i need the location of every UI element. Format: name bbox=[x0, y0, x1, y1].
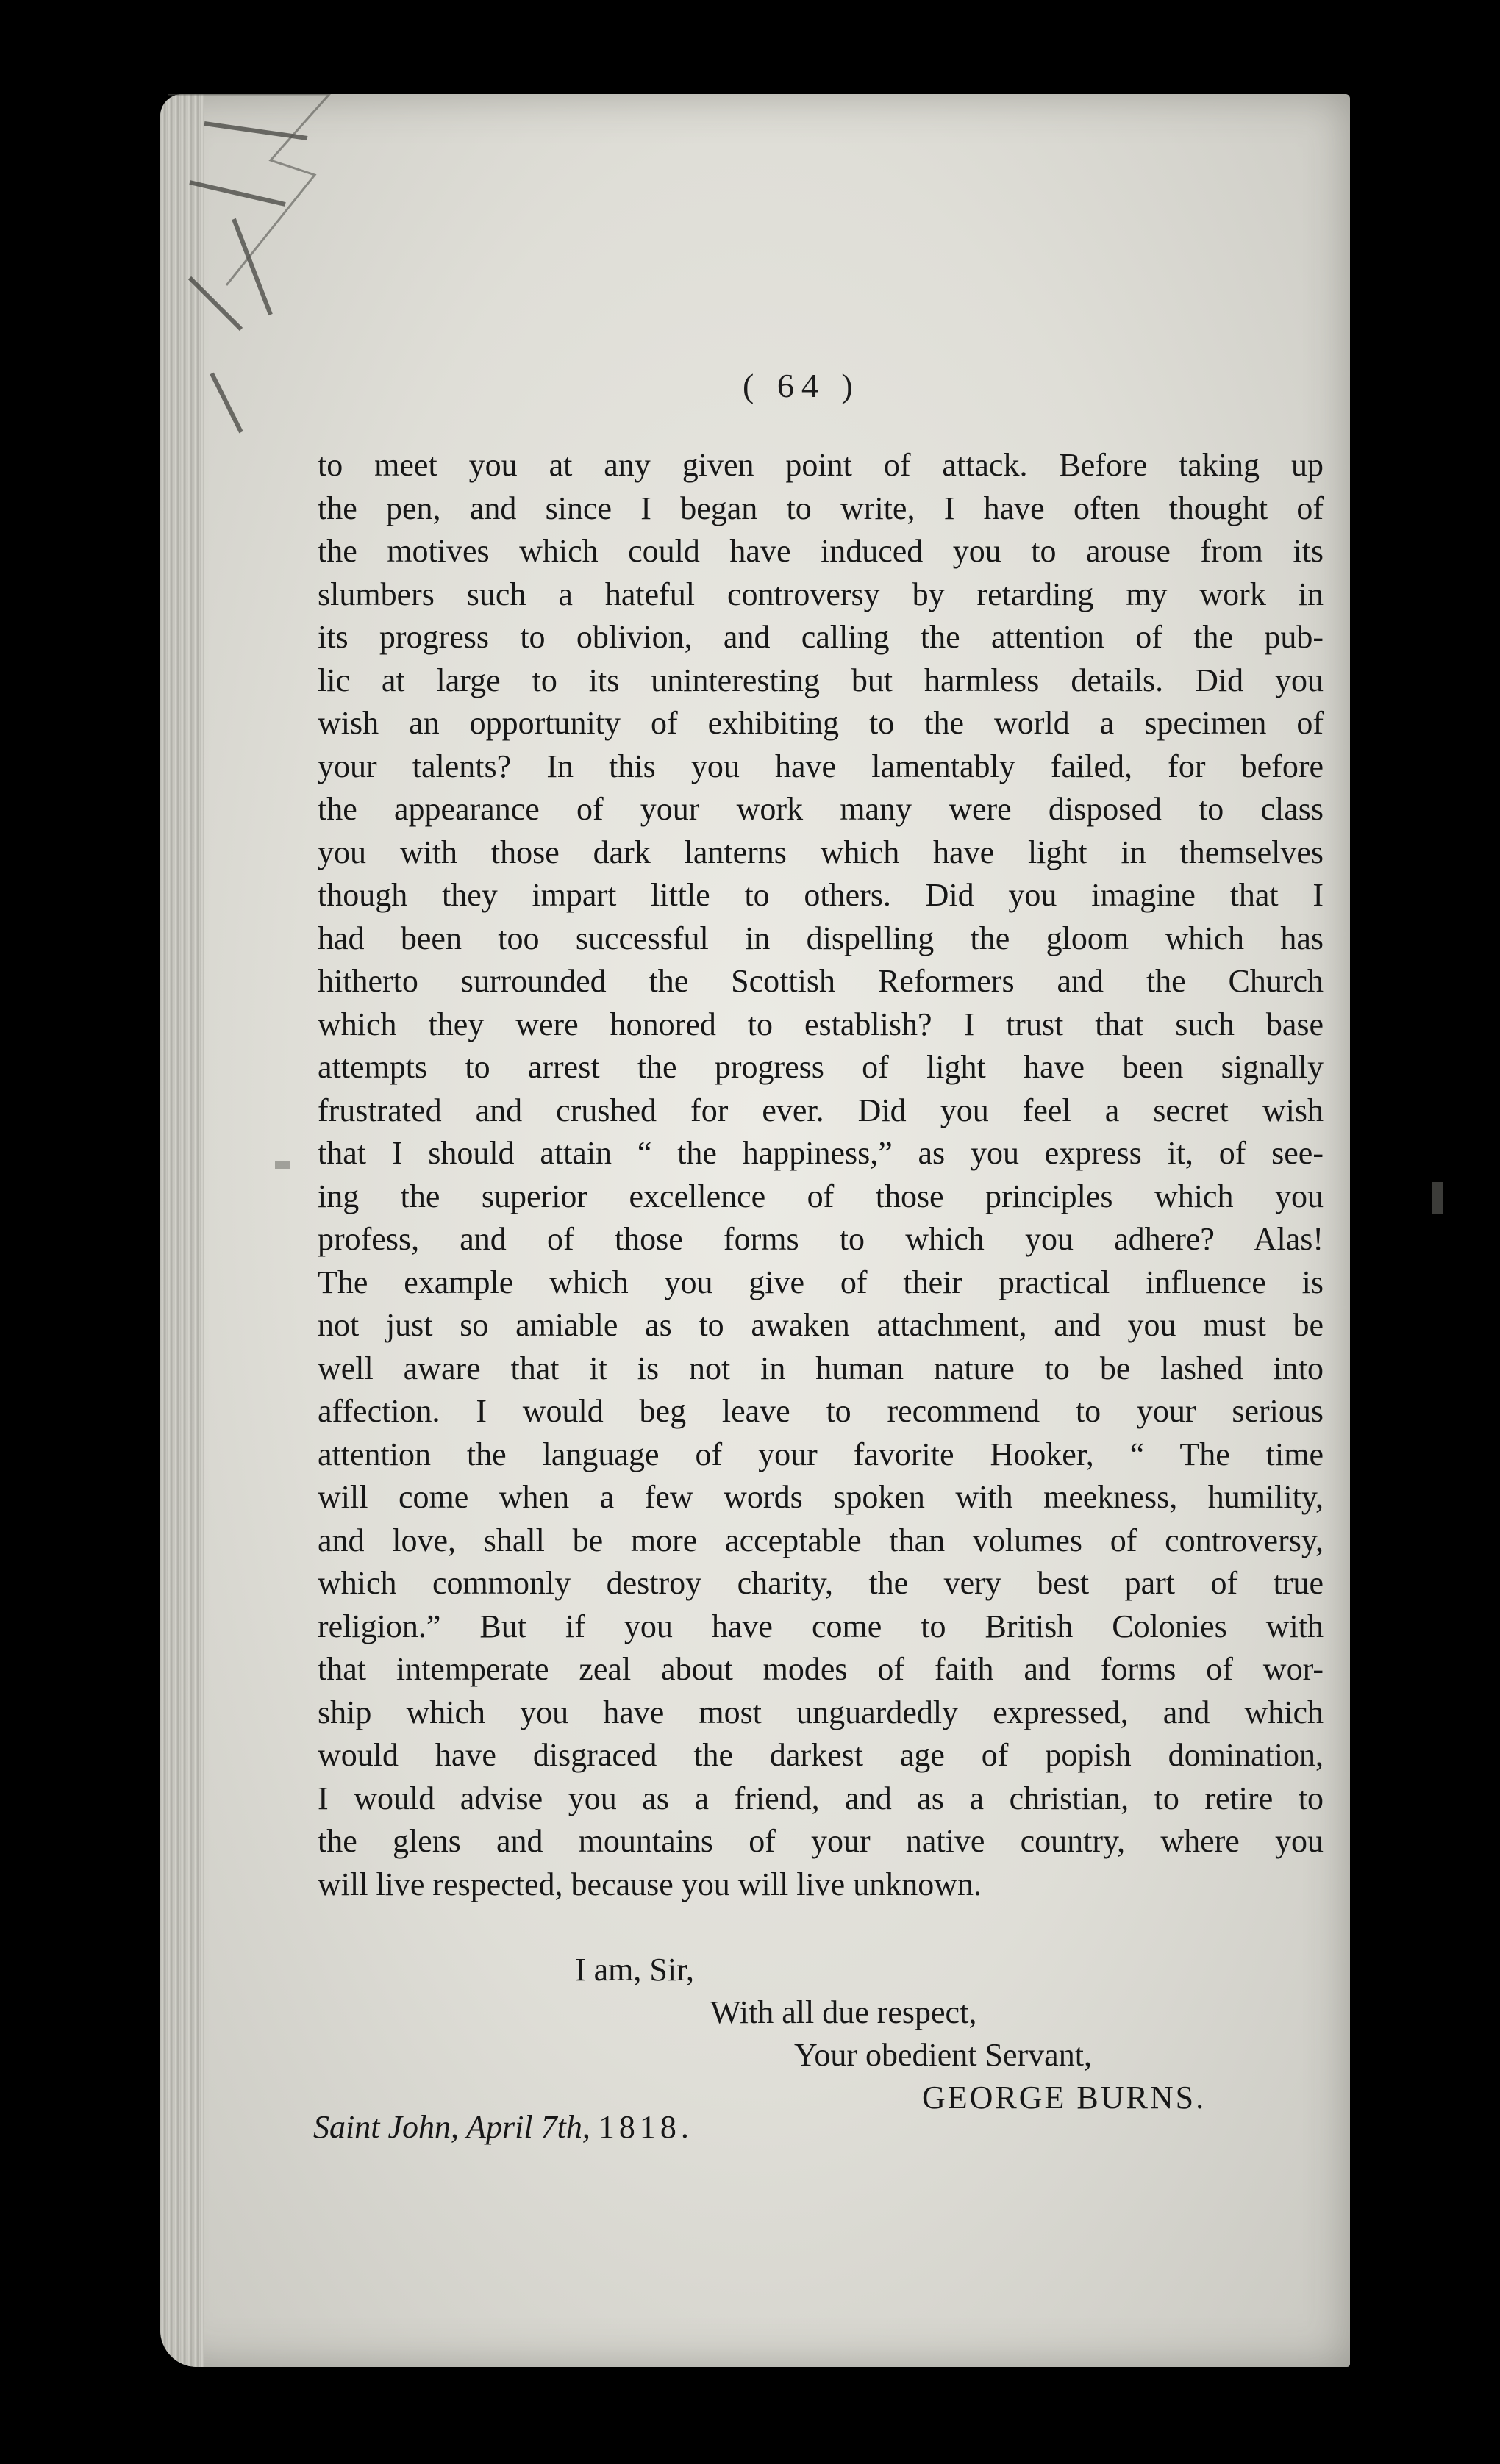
text-line: that I should attain “ the happiness,” as you express it, of see- bbox=[318, 1135, 1324, 1171]
text-line: its progress to oblivion, and calling the attention of the pub- bbox=[318, 619, 1324, 655]
text-line: will live respected, because you will live unknown. bbox=[318, 1866, 982, 1902]
closing-salutation: I am, Sir, bbox=[575, 1952, 694, 1988]
text-line: the glens and mountains of your native country, where you bbox=[318, 1823, 1324, 1859]
text-line: will come when a few words spoken with meekness, humility, bbox=[318, 1479, 1324, 1515]
dateline-year: 1818. bbox=[598, 2109, 693, 2145]
text-line: wish an opportunity of exhibiting to the world a specimen of bbox=[318, 705, 1324, 741]
text-line: I would advise you as a friend, and as a christian, to retire to bbox=[318, 1780, 1324, 1816]
text-line: to meet you at any given point of attack. Before taking up bbox=[318, 447, 1324, 483]
text-line: your talents? In this you have lamentably failed, for before bbox=[318, 748, 1324, 784]
text-line: well aware that it is not in human nature to be lashed into bbox=[318, 1350, 1324, 1386]
text-line: attempts to arrest the progress of light have been signally bbox=[318, 1049, 1324, 1085]
dateline-place-date: Saint John, April 7th, bbox=[313, 2109, 590, 2145]
text-line: ship which you have most unguardedly expressed, and which bbox=[318, 1694, 1324, 1730]
text-line: The example which you give of their practical influence is bbox=[318, 1264, 1324, 1300]
text-line: attention the language of your favorite Hooker, “ The time bbox=[318, 1436, 1324, 1472]
text-line: frustrated and crushed for ever. Did you feel a secret wish bbox=[318, 1092, 1324, 1128]
text-line: the appearance of your work many were disposed to class bbox=[318, 791, 1324, 827]
text-line: would have disgraced the darkest age of popish domination, bbox=[318, 1737, 1324, 1773]
text-line: lic at large to its uninteresting but harmless details. Did you bbox=[318, 662, 1324, 698]
text-line: which they were honored to establish? I trust that such base bbox=[318, 1006, 1324, 1042]
text-line: slumbers such a hateful controversy by retarding my work in bbox=[318, 576, 1324, 612]
text-line: ing the superior excellence of those principles which you bbox=[318, 1178, 1324, 1214]
text-line: that intemperate zeal about modes of faith and forms of wor- bbox=[318, 1651, 1324, 1687]
ink-mark bbox=[275, 1161, 290, 1169]
text-line: had been too successful in dispelling the gloom which has bbox=[318, 920, 1324, 956]
text-line: profess, and of those forms to which you adhere? Alas! bbox=[318, 1221, 1324, 1257]
text-line: not just so amiable as to awaken attachment, and you must be bbox=[318, 1307, 1324, 1343]
torn-corner-graphic bbox=[160, 94, 337, 506]
page-number: ( 64 ) bbox=[743, 367, 860, 404]
text-line: religion.” But if you have come to British Colonies with bbox=[318, 1608, 1324, 1644]
text-line: you with those dark lanterns which have light in themselves bbox=[318, 834, 1324, 870]
text-line: hitherto surrounded the Scottish Reformers and the Church bbox=[318, 963, 1324, 999]
closing-respect-line: With all due respect, bbox=[710, 1994, 977, 2030]
text-line: the pen, and since I began to write, I have often thought of bbox=[318, 490, 1324, 526]
text-line: the motives which could have induced you to arouse from its bbox=[318, 533, 1324, 569]
body-text bbox=[318, 444, 1324, 1906]
closing-servant-line: Your obedient Servant, bbox=[794, 2037, 1092, 2073]
ink-mark bbox=[1432, 1182, 1443, 1214]
text-line: though they impart little to others. Did you imagine that I bbox=[318, 877, 1324, 913]
text-line: affection. I would beg leave to recommend to your serious bbox=[318, 1393, 1324, 1429]
signature: GEORGE BURNS. bbox=[922, 2080, 1207, 2116]
text-line: and love, shall be more acceptable than volumes of controversy, bbox=[318, 1522, 1324, 1558]
text-line: which commonly destroy charity, the very best part of true bbox=[318, 1565, 1324, 1601]
dateline bbox=[313, 2108, 693, 2146]
